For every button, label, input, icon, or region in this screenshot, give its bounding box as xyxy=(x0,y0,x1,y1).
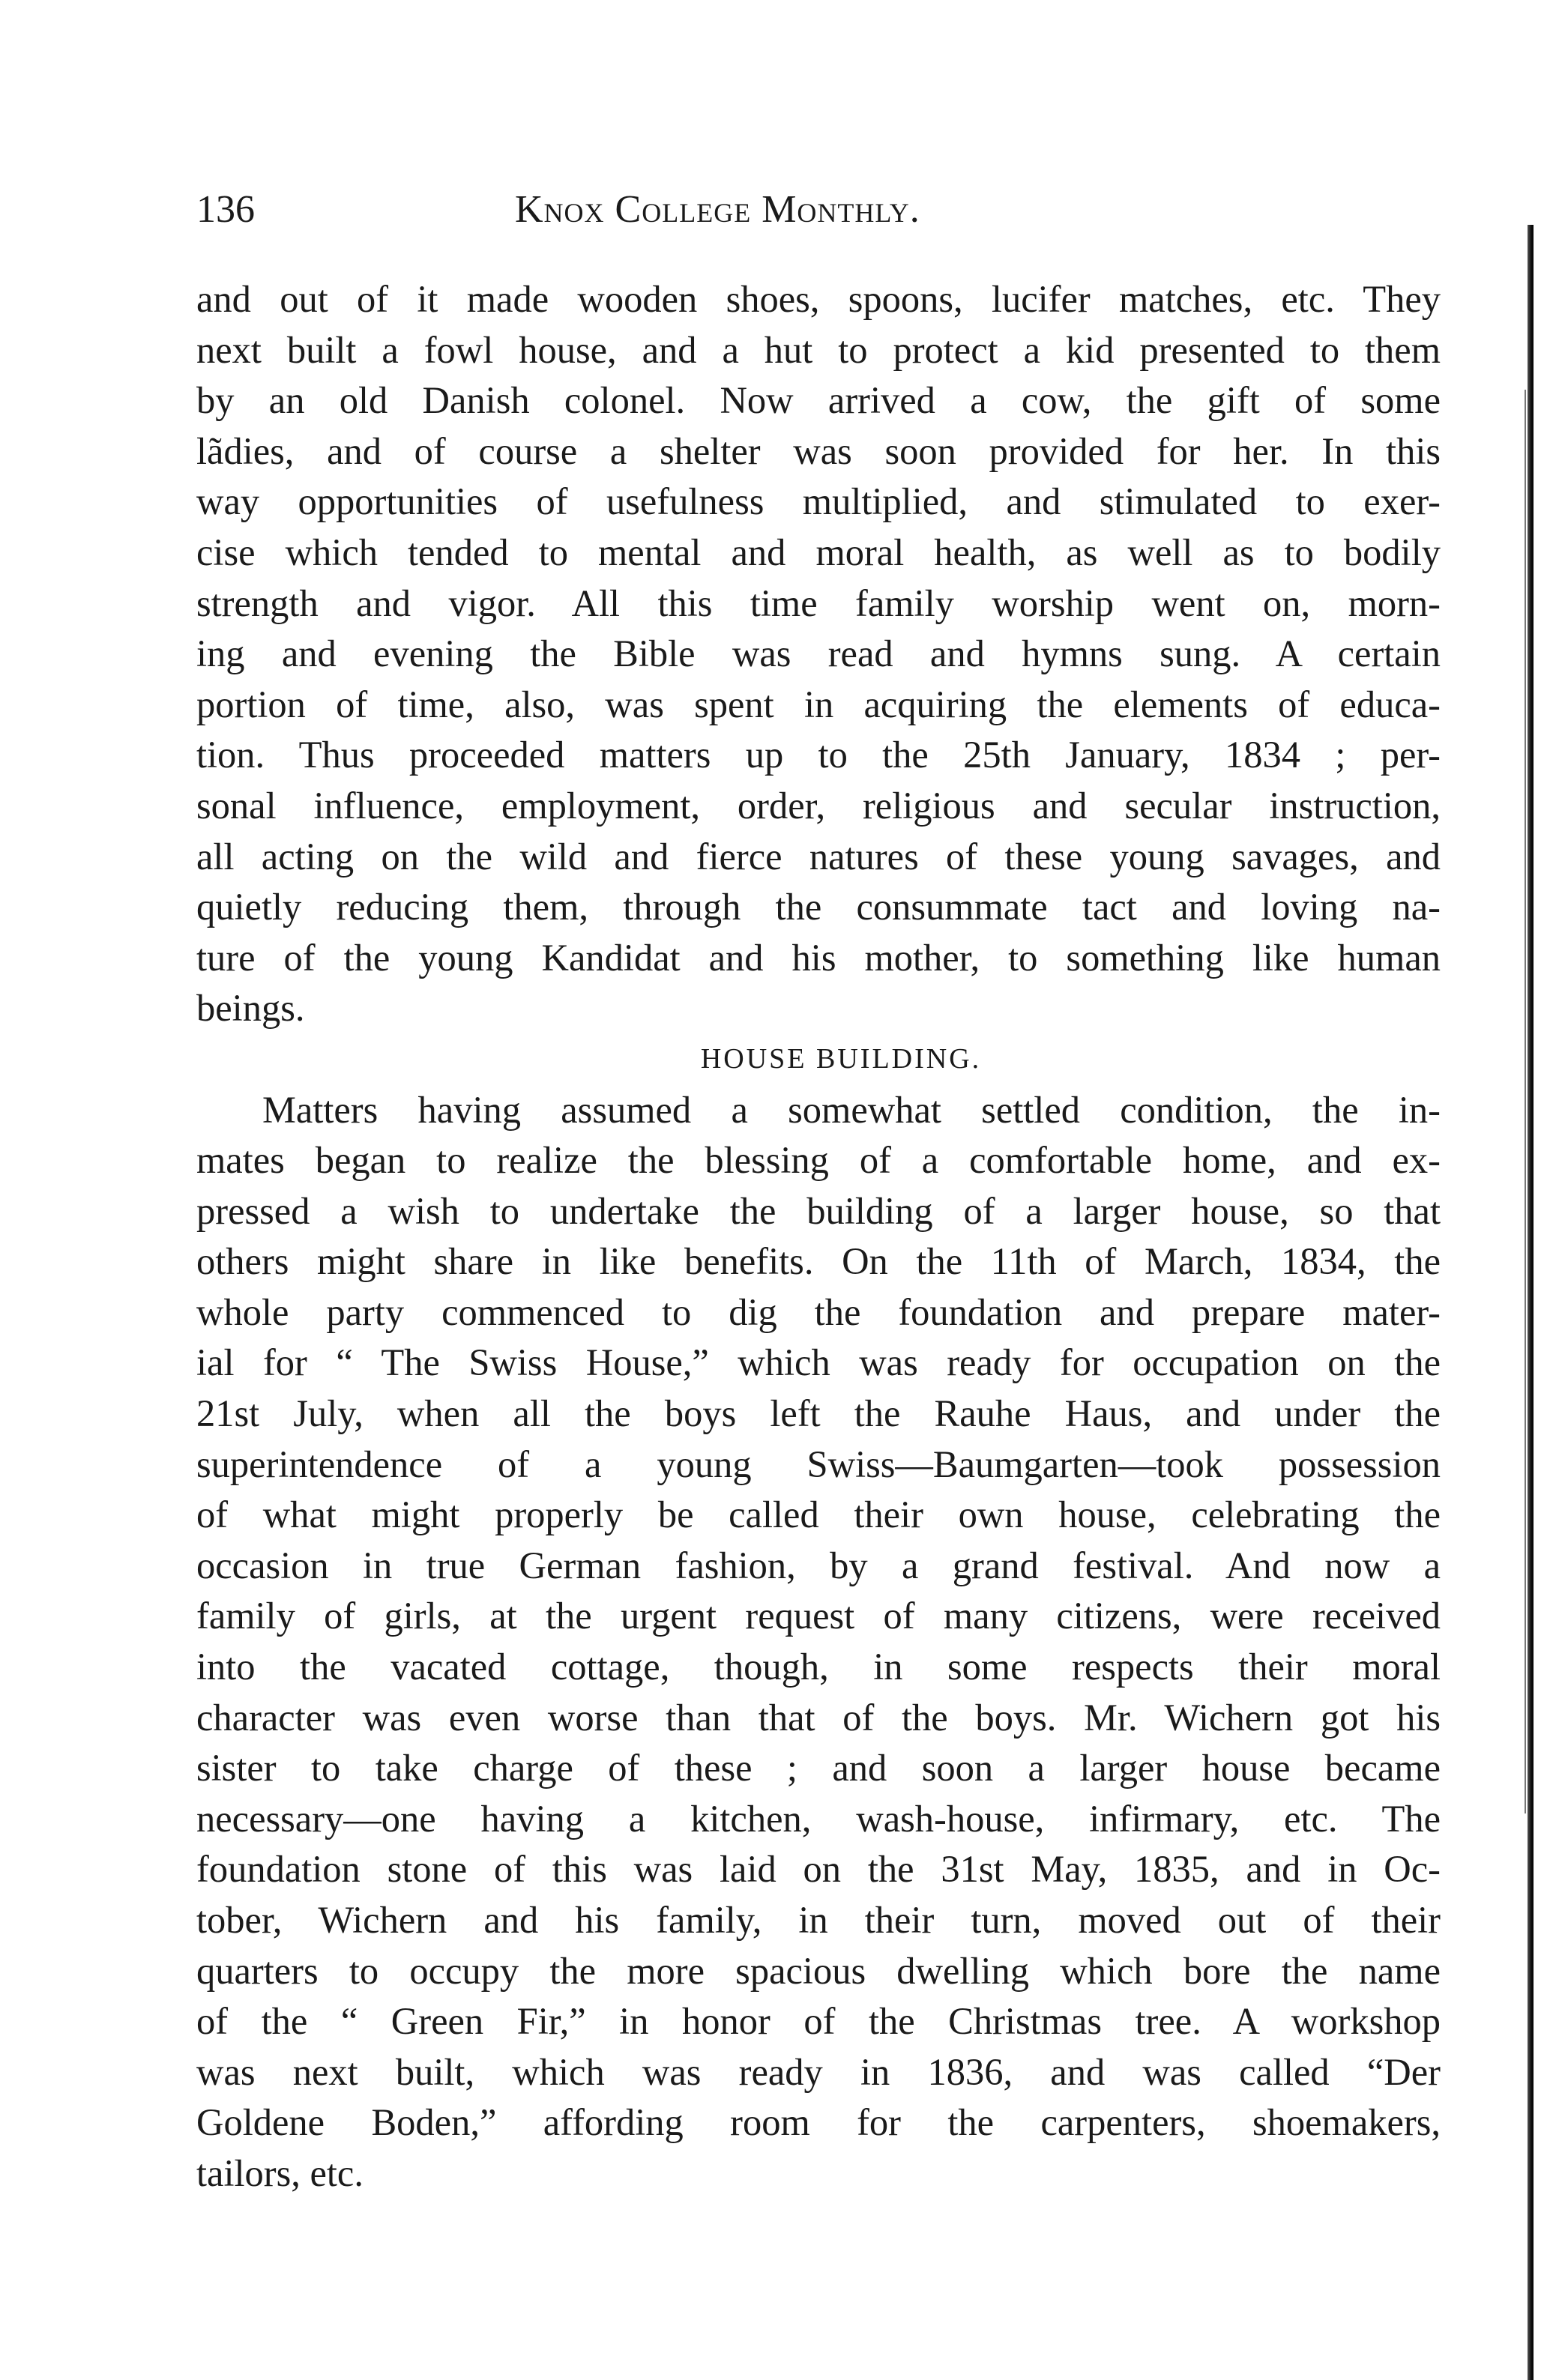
body-text xyxy=(196,274,1441,2199)
text-line: of the “ Green Fir,” in honor of the Christmas tree. A workshop xyxy=(196,2000,1441,2043)
text-line: ture of the young Kandidat and his mother, to something like human xyxy=(196,936,1441,979)
page-edge-line xyxy=(1525,390,1526,1813)
text-line: strength and vigor. All this time family worship went on, morn- xyxy=(196,582,1441,624)
text-line: tion. Thus proceeded matters up to the 25th January, 1834 ; per- xyxy=(196,734,1441,776)
text-line: foundation stone of this was laid on the 31st May, 1835, and in Oc- xyxy=(196,1848,1441,1891)
text-line: occasion in true German fashion, by a grand festival. And now a xyxy=(196,1544,1441,1586)
section-heading: HOUSE BUILDING. xyxy=(700,1042,982,1075)
text-line: tailors, etc. xyxy=(196,2151,364,2194)
text-line: ing and evening the Bible was read and hymns sung. A certain xyxy=(196,632,1441,675)
text-line: whole party commenced to dig the foundation and prepare mater- xyxy=(196,1290,1441,1333)
text-line: pressed a wish to undertake the building of a larger house, so that xyxy=(196,1189,1441,1232)
text-line: 21st July, when all the boys left the Rauhe Haus, and under the xyxy=(196,1392,1441,1435)
text-line: necessary—one having a kitchen, wash-house, infirmary, etc. The xyxy=(196,1797,1441,1840)
text-line: was next built, which was ready in 1836, and was called “Der xyxy=(196,2050,1441,2093)
text-line: lãdies, and of course a shelter was soon provided for her. In this xyxy=(196,429,1441,472)
text-line: all acting on the wild and fierce natures of these young savages, and xyxy=(196,835,1441,878)
text-line: others might share in like benefits. On the 11th of March, 1834, the xyxy=(196,1240,1441,1283)
text-line: way opportunities of usefulness multiplied, and stimulated to exer- xyxy=(196,480,1441,523)
text-line: ial for “ The Swiss House,” which was ready for occupation on the xyxy=(196,1341,1441,1384)
text-line: next built a fowl house, and a hut to protect a kid presented to them xyxy=(196,328,1441,371)
text-line: of what might properly be called their own house, celebrating the xyxy=(196,1493,1441,1536)
paragraph-2 xyxy=(196,1085,1441,2199)
text-line: mates began to realize the blessing of a comfortable home, and ex- xyxy=(196,1139,1441,1182)
text-line: into the vacated cottage, though, in some respects their moral xyxy=(196,1646,1441,1688)
text-line: quietly reducing them, through the consummate tact and loving na- xyxy=(196,886,1441,928)
text-line: beings. xyxy=(196,987,305,1030)
text-line: by an old Danish colonel. Now arrived a cow, the gift of some xyxy=(196,379,1441,422)
page-edge-shadow xyxy=(1528,225,1534,2380)
text-line: cise which tended to mental and moral health, as well as to bodily xyxy=(196,531,1441,573)
text-line: family of girls, at the urgent request of many citizens, were received xyxy=(196,1595,1441,1637)
text-line: and out of it made wooden shoes, spoons, lucifer matches, etc. They xyxy=(196,278,1441,320)
text-line: superintendence of a young Swiss—Baumgarten—took possession xyxy=(196,1443,1441,1485)
text-line: Matters having assumed a somewhat settled condition, the in- xyxy=(262,1088,1441,1131)
text-line: Goldene Boden,” affording room for the carpenters, shoemakers, xyxy=(196,2101,1441,2144)
text-line: portion of time, also, was spent in acquiring the elements of educa- xyxy=(196,683,1441,725)
text-line: tober, Wichern and his family, in their turn, moved out of their xyxy=(196,1899,1441,1941)
paragraph-1 xyxy=(196,274,1441,1034)
running-title: Knox College Monthly. xyxy=(515,188,920,231)
page-header xyxy=(196,184,1441,236)
text-line: quarters to occupy the more spacious dwelling which bore the name xyxy=(196,1949,1441,1992)
text-line: sister to take charge of these ; and soon a larger house became xyxy=(196,1747,1441,1789)
text-line: character was even worse than that of the boys. Mr. Wichern got his xyxy=(196,1696,1441,1739)
text-line: sonal influence, employment, order, religious and secular instruction, xyxy=(196,784,1441,827)
page-number: 136 xyxy=(196,188,255,231)
